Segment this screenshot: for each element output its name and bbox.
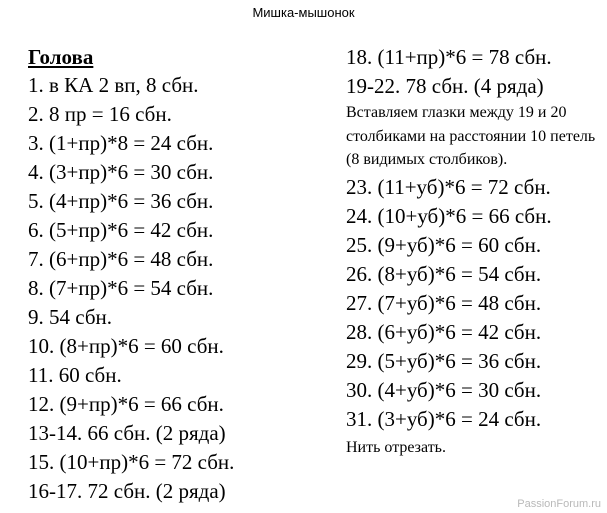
ending-note: Нить отрезать. — [346, 438, 446, 456]
pattern-row: 27. (7+уб)*6 = 48 сбн. — [346, 290, 542, 315]
pattern-row: 13-14. 66 сбн. (2 ряда) — [28, 421, 226, 445]
pattern-row: 19-22. 78 сбн. (4 ряда) — [346, 74, 544, 98]
pattern-row: 6. (5+пр)*6 = 42 сбн. — [28, 218, 214, 242]
pattern-row: 7. (6+пр)*6 = 48 сбн. — [28, 247, 214, 271]
section-heading: Голова — [28, 45, 94, 69]
pattern-row: 26. (8+уб)*6 = 54 сбн. — [346, 261, 542, 286]
pattern-row: 5. (4+пр)*6 = 36 сбн. — [28, 189, 214, 213]
pattern-row: 30. (4+уб)*6 = 30 сбн. — [346, 377, 542, 402]
pattern-row: 12. (9+пр)*6 = 66 сбн. — [28, 392, 224, 416]
pattern-row: 1. в КА 2 вп, 8 сбн. — [28, 73, 199, 97]
pattern-row: 24. (10+уб)*6 = 66 сбн. — [346, 203, 552, 228]
pattern-row: 11. 60 сбн. — [28, 363, 122, 387]
pattern-row: 25. (9+уб)*6 = 60 сбн. — [346, 232, 542, 257]
left-column — [28, 43, 333, 506]
pattern-row: 29. (5+уб)*6 = 36 сбн. — [346, 348, 542, 373]
pattern-row: 28. (6+уб)*6 = 42 сбн. — [346, 319, 542, 344]
pattern-row: 3. (1+пр)*8 = 24 сбн. — [28, 131, 214, 155]
right-column — [346, 43, 604, 462]
pattern-row: 9. 54 сбн. — [28, 305, 112, 329]
pattern-row: 8. (7+пр)*6 = 54 сбн. — [28, 276, 214, 300]
pattern-row: 10. (8+пр)*6 = 60 сбн. — [28, 334, 224, 358]
pattern-row: 18. (11+пр)*6 = 78 сбн. — [346, 45, 552, 69]
eyes-note: Вставляем глазки между 19 и 20 столбиками на расстоянии 10 петель (8 видимых столбиков). — [346, 104, 596, 168]
pattern-row: 4. (3+пр)*6 = 30 сбн. — [28, 160, 214, 184]
pattern-row: 2. 8 пр = 16 сбн. — [28, 102, 172, 126]
pattern-row: 16-17. 72 сбн. (2 ряда) — [28, 479, 226, 503]
pattern-row: 15. (10+пр)*6 = 72 сбн. — [28, 450, 235, 474]
pattern-row: 23. (11+уб)*6 = 72 сбн. — [346, 174, 551, 199]
pattern-row: 31. (3+уб)*6 = 24 сбн. — [346, 406, 542, 431]
page-title: Мишка-мышонок — [252, 5, 355, 20]
watermark: PassionForum.ru — [517, 498, 601, 510]
